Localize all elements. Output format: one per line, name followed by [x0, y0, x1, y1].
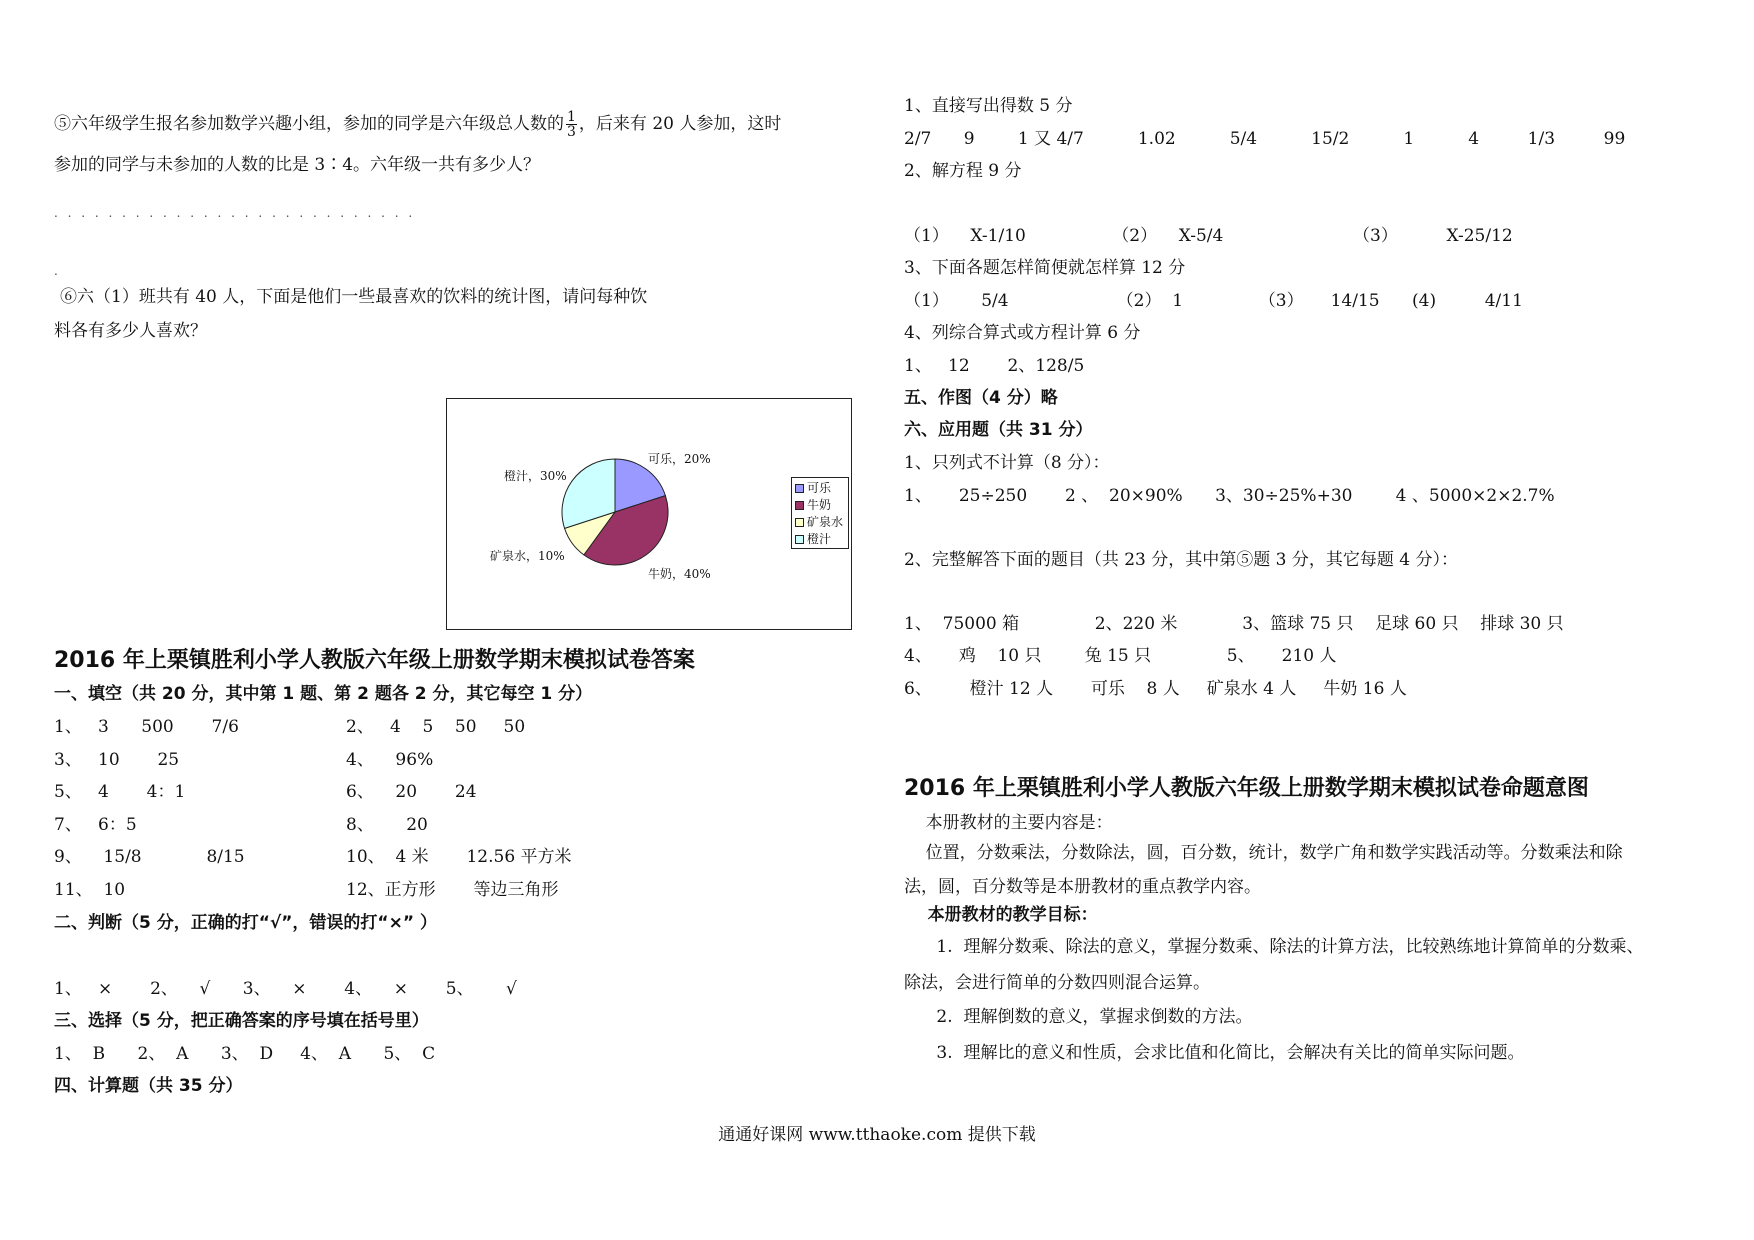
right-answer-line: 1、 75000 箱 2、220 米 3、篮球 75 只 足球 60 只 排球 30 只: [904, 614, 1564, 634]
question-5-line-1: [54, 110, 781, 139]
legend-swatch: [795, 501, 804, 510]
right-answer-line: 五、作图（4 分）略: [904, 388, 1058, 408]
right-answer-line: 3、下面各题怎样简便就怎样算 12 分: [904, 258, 1186, 278]
intent-line: 位置，分数乘法，分数除法，圆，百分数，统计，数学广角和数学实践活动等。分数乘法和除: [904, 843, 1623, 863]
right-answer-line: 1、直接写出得数 5 分: [904, 96, 1073, 116]
right-answer-line: 2、完整解答下面的题目（共 23 分，其中第⑤题 3 分，其它每题 4 分）：: [904, 550, 1459, 570]
legend-swatch: [795, 535, 804, 544]
intent-line: 3. 理解比的意义和性质，会求比值和化简比，会解决有关比的简单实际问题。: [904, 1043, 1525, 1063]
answer-row-right: 2、 4 5 50 50: [346, 717, 526, 737]
pie-label-juice: 橙汁，30%: [504, 469, 567, 483]
right-answer-line: 6、 橙汁 12 人 可乐 8 人 矿泉水 4 人 牛奶 16 人: [904, 679, 1407, 699]
answer-row-right: 8、 20: [346, 815, 428, 835]
legend-item-water: [795, 514, 843, 530]
answer-row-right: 10、 4 米 12.56 平方米: [346, 847, 572, 867]
footer-credit: 通通好课网 www.tthaoke.com 提供下载: [718, 1125, 1036, 1145]
answer-row-left: 7、 6：5: [54, 815, 137, 835]
pie-label-water: 矿泉水，10%: [490, 549, 565, 563]
section-1-heading: 一、填空（共 20 分，其中第 1 题、第 2 题各 2 分，其它每空 1 分）: [54, 684, 593, 704]
right-answer-line: 六、应用题（共 31 分）: [904, 420, 1093, 440]
intent-line: 本册教材的主要内容是：: [904, 813, 1113, 833]
section-2-heading: 二、判断（5 分，正确的打“√”，错误的打“×” ）: [54, 913, 437, 933]
answer-row-left: 3、 10 25: [54, 750, 180, 770]
intent-line: 本册教材的教学目标：: [904, 905, 1098, 925]
intent-line: 除法，会进行简单的分数四则混合运算。: [904, 973, 1210, 993]
right-answer-line: 2、解方程 9 分: [904, 161, 1022, 181]
pie-label-milk: 牛奶，40%: [648, 567, 711, 581]
fraction-one-third: [566, 110, 577, 139]
section-2-answers: 1、 × 2、 √ 3、 × 4、 × 5、 √: [54, 979, 517, 999]
chart-legend: [791, 477, 849, 549]
intent-line: 1. 理解分数乘、除法的意义，掌握分数乘、除法的计算方法，比较熟练地计算简单的分数乘、: [904, 937, 1644, 957]
legend-label: 可乐: [807, 481, 832, 495]
legend-swatch: [795, 518, 804, 527]
answer-row-right: 12、正方形 等边三角形: [346, 880, 559, 900]
right-answer-line: 1、只列式不计算（8 分）：: [904, 453, 1110, 473]
answer-title: 2016 年上栗镇胜利小学人教版六年级上册数学期末模拟试卷答案: [54, 648, 695, 673]
right-answer-line: 2/7 9 1 又 4/7 1.02 5/4 15/2 1 4 1/3 99: [904, 129, 1626, 149]
question-6-line-1: ⑥六（1）班共有 40 人，下面是他们一些最喜欢的饮料的统计图，请问每种饮: [60, 287, 648, 307]
intent-line: 法，圆，百分数等是本册教材的重点教学内容。: [904, 877, 1261, 897]
right-answer-line: （1） 5/4 （2） 1 （3） 14/15 (4) 4/11: [904, 291, 1523, 311]
q5-text-b: ，后来有 20 人参加，这时: [578, 114, 782, 134]
legend-label: 矿泉水: [807, 515, 844, 529]
beverage-pie-chart: [446, 398, 852, 630]
dot-mark: .: [54, 264, 61, 278]
answer-row-right: 4、 96%: [346, 750, 434, 770]
question-6-line-2: 料各有多少人喜欢？: [54, 321, 207, 341]
answer-row-right: 6、 20 24: [346, 782, 477, 802]
legend-label: 橙汁: [807, 532, 832, 546]
legend-item-milk: [795, 497, 831, 513]
section-4-heading: 四、计算题（共 35 分）: [54, 1076, 243, 1096]
q5-text-a: ⑤六年级学生报名参加数学兴趣小组，参加的同学是六年级总人数的: [54, 114, 564, 134]
legend-swatch: [795, 484, 804, 493]
frac-denominator: 3: [567, 124, 576, 140]
right-answer-line: 1、 25÷250 2 、 20×90% 3、30÷25%+30 4 、5000×2×2.7%: [904, 486, 1555, 506]
pie-label-cola: 可乐，20%: [648, 452, 711, 466]
frac-numerator: 1: [567, 109, 576, 125]
answer-row-left: 11、 10: [54, 880, 126, 900]
legend-label: 牛奶: [807, 498, 832, 512]
intent-line: 2. 理解倒数的意义，掌握求倒数的方法。: [904, 1007, 1253, 1027]
legend-item-juice: [795, 531, 831, 547]
dotted-divider: . . . . . . . . . . . . . . . . . . . . . . . . . . .: [54, 206, 416, 220]
right-answer-line: 4、 鸡 10 只 兔 15 只 5、 210 人: [904, 646, 1337, 666]
answer-row-left: 1、 3 500 7/6: [54, 717, 239, 737]
section-3-heading: 三、选择（5 分，把正确答案的序号填在括号里）: [54, 1011, 429, 1031]
legend-item-cola: [795, 480, 831, 496]
answer-row-left: 9、 15/8 8/15: [54, 847, 245, 867]
section-3-answers: 1、 B 2、 A 3、 D 4、 A 5、 C: [54, 1044, 436, 1064]
right-answer-line: 4、列综合算式或方程计算 6 分: [904, 323, 1141, 343]
right-answer-line: 1、 12 2、128/5: [904, 356, 1085, 376]
answer-row-left: 5、 4 4：1: [54, 782, 186, 802]
intent-title: 2016 年上栗镇胜利小学人教版六年级上册数学期末模拟试卷命题意图: [904, 776, 1589, 801]
question-5-line-2: 参加的同学与未参加的人数的比是 3∶4。六年级一共有多少人？: [54, 155, 541, 175]
right-answer-line: （1） X-1/10 （2） X-5/4 （3） X-25/12: [904, 226, 1513, 246]
